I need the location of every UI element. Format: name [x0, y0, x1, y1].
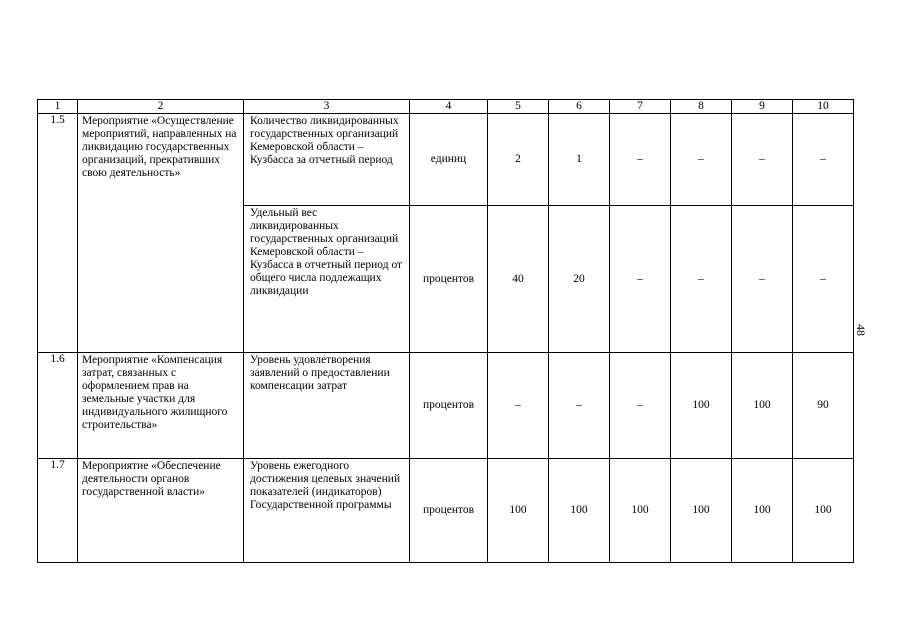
unit-cell: единиц	[410, 114, 488, 206]
unit-cell: процентов	[410, 459, 488, 563]
indicator-name: Уровень ежегодного достижения целевых значений показателей (индикаторов) Государственной программы	[244, 459, 410, 563]
value-cell: –	[549, 353, 610, 459]
indicator-name: Удельный вес ликвидированных государственных организаций Кемеровской области – Кузбасса в отчетный период от общего числа подлежащих ликвидации	[244, 206, 410, 353]
header-cell: 9	[732, 100, 793, 114]
indicators-table	[37, 99, 854, 563]
header-cell: 2	[78, 100, 244, 114]
page-number: 48	[854, 324, 868, 336]
value-cell: –	[793, 206, 854, 353]
value-cell: 100	[549, 459, 610, 563]
value-cell: –	[610, 114, 671, 206]
value-cell: –	[671, 206, 732, 353]
value-cell: –	[732, 114, 793, 206]
header-cell: 5	[488, 100, 549, 114]
indicator-name: Уровень удовлетворения заявлений о предоставлении компенсации затрат	[244, 353, 410, 459]
header-row	[38, 100, 854, 114]
value-cell: 100	[610, 459, 671, 563]
value-cell: 2	[488, 114, 549, 206]
measure-cell: Мероприятие «Компенсация затрат, связанных с оформлением прав на земельные участки для индивидуального жилищного строительства»	[78, 353, 244, 459]
header-cell: 1	[38, 100, 78, 114]
table-row	[38, 353, 854, 459]
header-cell: 3	[244, 100, 410, 114]
value-cell: –	[671, 114, 732, 206]
value-cell: –	[732, 206, 793, 353]
value-cell: 90	[793, 353, 854, 459]
value-cell: 100	[793, 459, 854, 563]
value-cell: 40	[488, 206, 549, 353]
value-cell: –	[488, 353, 549, 459]
value-cell: 100	[671, 353, 732, 459]
indicator-name: Количество ликвидированных государственных организаций Кемеровской области – Кузбасса за отчетный период	[244, 114, 410, 206]
row-number: 1.6	[38, 353, 78, 459]
value-cell: 100	[671, 459, 732, 563]
row-number: 1.7	[38, 459, 78, 563]
measure-cell: Мероприятие «Обеспечение деятельности органов государственной власти»	[78, 459, 244, 563]
header-cell: 10	[793, 100, 854, 114]
header-cell: 4	[410, 100, 488, 114]
header-cell: 8	[671, 100, 732, 114]
header-cell: 7	[610, 100, 671, 114]
unit-cell: процентов	[410, 353, 488, 459]
value-cell: 100	[732, 353, 793, 459]
value-cell: 100	[488, 459, 549, 563]
value-cell: –	[610, 206, 671, 353]
value-cell: –	[793, 114, 854, 206]
unit-cell: процентов	[410, 206, 488, 353]
row-number: 1.5	[38, 114, 78, 353]
header-cell: 6	[549, 100, 610, 114]
value-cell: 20	[549, 206, 610, 353]
value-cell: 1	[549, 114, 610, 206]
table-row	[38, 114, 854, 206]
value-cell: 100	[732, 459, 793, 563]
value-cell: –	[610, 353, 671, 459]
measure-cell: Мероприятие «Осуществление мероприятий, направленных на ликвидацию государственных организаций, прекративших свою деятельность»	[78, 114, 244, 353]
table-row	[38, 459, 854, 563]
